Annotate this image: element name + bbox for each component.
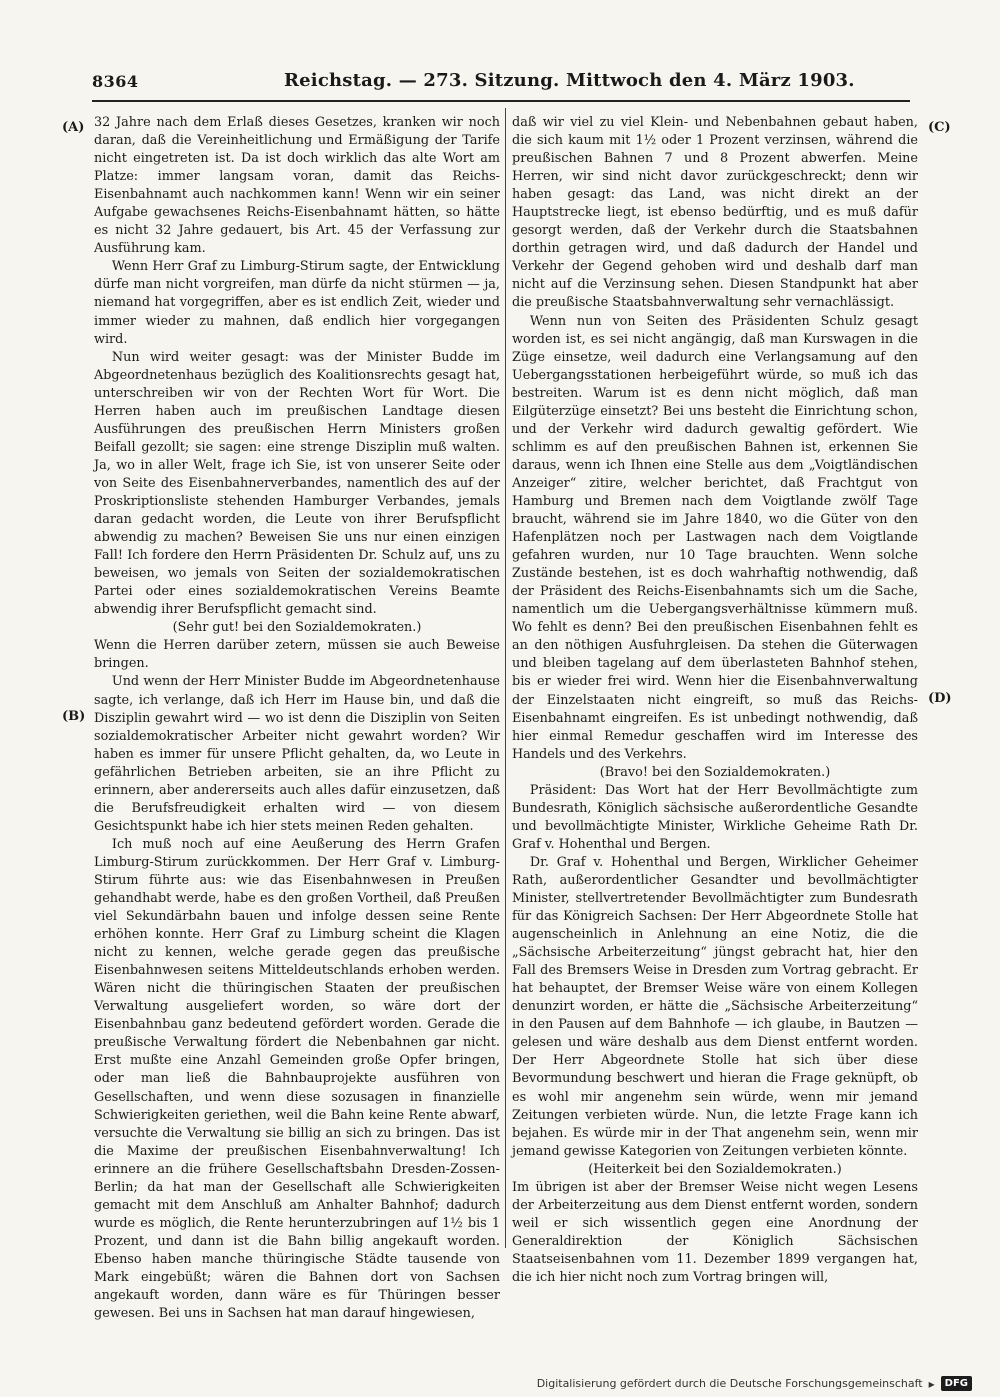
right-column	[512, 114, 918, 1287]
left-column	[94, 114, 500, 1323]
paragraph: Ich muß noch auf eine Aeußerung des Herrn Grafen Limburg-Stirum zurückkommen. Der Herr Graf v. Limburg-Stirum führte aus: wie das Eisenbahnwesen in Preußen gehandhabt werde, habe es den großen Vortheil, daß Preußen viel Sekundärbahn bauen und infolge dessen seine Rente erhöhen konnte. Herr Graf zu Limburg scheint die Klagen nicht zu kennen, welche gerade gegen das preußische Eisenbahnwesen seitens Mitteldeutschlands erhoben werden. Wären nicht die thüringischen Staaten der preußischen Verwaltung ausgeliefert worden, so wäre dort der Eisenbahnbau ganz bedeutend gefördert worden. Gerade die preußische Verwaltung fördert die Nebenbahnen gar nicht. Erst mußte eine Anzahl Gemeinden große Opfer bringen, oder man ließ die Bahnbauprojekte ausführen von Gesellschaften, und wenn diese sozusagen in finanzielle Schwierigkeiten geriethen, weil die Bahn keine Rente abwarf, versuchte die Verwaltung sie billig an sich zu bringen. Das ist die Maxime der preußischen Eisenbahnverwaltung! Ich erinnere an die frühere Gesellschaftsbahn Dresden-Zossen-Berlin; da hat man der Gesellschaft alle Schwierigkeiten gemacht mit dem Anschluß am Anhalter Bahnhof; dadurch wurde es möglich, die Rente herunterzubringen auf 1½ bis 1 Prozent, und dann ist die Bahn billig angekauft worden. Ebenso haben manche thüringische Städte tausende von Mark eingebüßt; wären die Bahnen dort von Sachsen angekauft worden, dann wäre es für Thüringen besser gewesen. Bei uns in Sachsen hat man darauf hingewiesen,	[94, 836, 500, 1322]
margin-marker-d: (D)	[928, 691, 952, 706]
margin-marker-a: (A)	[62, 120, 85, 135]
page-number: 8364	[92, 72, 139, 91]
running-title: Reichstag. — 273. Sitzung. Mittwoch den 4. März 1903.	[284, 70, 855, 91]
arrow-icon: ▸	[928, 1376, 935, 1391]
footer-credit	[537, 1376, 972, 1391]
speaker-paragraph: Dr. Graf v. Hohenthal und Bergen, Wirklicher Geheimer Rath, außerordentlicher Gesandter und bevollmächtigter Minister, stellvertretender Bevollmächtigter zum Bundesrath für das Königreich Sachsen: Der Herr Abgeordnete Stolle hat augenscheinlich in Anlehnung an eine Notiz, die die „Sächsische Arbeiterzeitung“ jüngst gebracht hat, hier den Fall des Bremsers Weise in Dresden zum Vortrag gebracht. Er hat behauptet, der Bremser Weise wäre von einem Kollegen denunzirt worden, er hätte die „Sächsische Arbeiterzeitung“ in den Pausen auf dem Bahnhofe — ich glaube, in Bautzen — gelesen und wäre deshalb aus dem Dienst entfernt worden. Der Herr Abgeordnete Stolle hat sich über diese Bevormundung beschwert und hieran die Frage geknüpft, ob es wohl mir angenehm sein würde, wenn mir jemand Zeitungen verbieten würde. Nun, die letzte Frage kann ich bejahen. Es würde mir in der That angenehm sein, wenn mir jemand gewisse Kategorien von Zeitungen verbieten könnte.	[512, 854, 918, 1159]
speaker-paragraph: Präsident: Das Wort hat der Herr Bevollmächtigte zum Bundesrath, Königlich sächsische außerordentliche Gesandte und bevollmächtigte Minister, Wirkliche Geheime Rath Dr. Graf v. Hohenthal und Bergen.	[512, 782, 918, 852]
paragraph: Nun wird weiter gesagt: was der Minister Budde im Abgeordnetenhaus bezüglich des Koalitionsrechts gesagt hat, unterschreiben wir von der Rechten Wort für Wort. Die Herren haben auch im preußischen Landtage diesen Ausführungen des preußischen Herrn Ministers großen Beifall gezollt; sie sagen: eine strenge Disziplin muß walten. Ja, wo in aller Welt, frage ich Sie, ist von unserer Seite oder von Seite des Eisenbahnerverbandes, namentlich des auf der Proskriptionsliste stehenden Hamburger Verbandes, jemals daran gedacht worden, die Leute von ihrer Berufspflicht abwendig zu machen? Beweisen Sie uns nur einen einzigen Fall! Ich fordere den Herrn Präsidenten Dr. Schulz auf, uns zu beweisen, wo jemals von Seiten der sozialdemokratischen Partei oder eines sozialdemokratischen Vereins Beamte abwendig ihrer Berufspflicht gemacht sind.	[94, 349, 500, 618]
dfg-logo: DFG	[941, 1376, 972, 1391]
paragraph: Wenn Herr Graf zu Limburg-Stirum sagte, der Entwicklung dürfe man nicht vorgreifen, man dürfe da nicht stürmen — ja, niemand hat vorgegriffen, aber es ist endlich Zeit, wieder und immer wieder zu mahnen, daß endlich hier vorgegangen wird.	[94, 259, 500, 347]
column-divider	[505, 108, 506, 1248]
footer-text: Digitalisierung gefördert durch die Deutsche Forschungsgemeinschaft	[536, 1377, 923, 1390]
paragraph: daß wir viel zu viel Klein- und Nebenbahnen gebaut haben, die sich kaum mit 1½ oder 1 Prozent verzinsen, während die preußischen Bahnen 7 und 8 Prozent abwerfen. Meine Herren, wir sind nicht davor zurückgeschreckt; denn wir haben gesagt: das Land, was nicht direkt an der Hauptstrecke liegt, ist ebenso bedürftig, und es muß dafür gesorgt werden, daß der Verkehr durch die Staatsbahnen dorthin getragen wird, und daß dadurch der Handel und Verkehr der Gegend gehoben wird und deshalb darf man nicht auf die Verzinsung sehen. Diesen Standpunkt hat aber die preußische Staatsbahnverwaltung sehr vernachlässigt.	[512, 115, 918, 311]
header-rule	[92, 100, 910, 102]
margin-marker-b: (B)	[62, 709, 86, 724]
paragraph: Und wenn der Herr Minister Budde im Abgeordnetenhause sagte, ich verlange, daß ich Herr im Hause bin, und daß die Disziplin gewahrt wird — wo ist denn die Disziplin von Seiten sozialdemokratischer Arbeiter nicht gewahrt worden? Wir haben es immer für unsere Pflicht gehalten, da, wo Leute in gefährlichen Betrieben arbeiten, sie an ihre Pflicht zu erinnern, aber andererseits auch alles dafür einzusetzen, daß die Berufsfreudigkeit erhalten wird — von diesem Gesichtspunkt habe ich hier stets meinen Reden gehalten.	[94, 674, 500, 834]
paragraph: Im übrigen ist aber der Bremser Weise nicht wegen Lesens der Arbeiterzeitung aus dem Dienst entfernt worden, sondern weil er sich wissentlich gegen eine Anordnung der Generaldirektion der Königlich Sächsischen Staatseisenbahnen vom 11. Dezember 1899 vergangen hat, die ich hier nicht noch zum Vortrag bringen will,	[512, 1179, 918, 1285]
interjection: (Heiterkeit bei den Sozialdemokraten.)	[588, 1161, 842, 1177]
paragraph: 32 Jahre nach dem Erlaß dieses Gesetzes, kranken wir noch daran, daß die Vereinheitlichung und Ermäßigung der Tarife nicht eingetreten ist. Da ist doch wirklich das alte Wort am Platze: immer langsam voran, damit das Reichs-Eisenbahnamt auch nachkommen kann! Wenn wir ein seiner Aufgabe gewachsenes Reichs-Eisenbahnamt hätten, so hätte es nicht 32 Jahre gedauert, bis Art. 45 der Verfassung zur Ausführung kam.	[94, 115, 500, 257]
paragraph: Wenn die Herren darüber zetern, müssen sie auch Beweise bringen.	[94, 638, 500, 672]
interjection: (Sehr gut! bei den Sozialdemokraten.)	[172, 620, 422, 636]
margin-marker-c: (C)	[928, 120, 951, 135]
page-header	[92, 68, 910, 94]
paragraph: Wenn nun von Seiten des Präsidenten Schulz gesagt worden ist, es sei nicht angängig, daß man Kurswagen in die Züge einsetze, weil dadurch eine Verlangsamung auf den Uebergangsstationen herbeigeführt würde, so muß ich das bestreiten. Warum ist es denn nicht möglich, daß man Eilgüterzüge einsetzt? Bei uns besteht die Einrichtung schon, und der Verkehr wird dadurch gewaltig gefördert. Wie schlimm es auf den preußischen Bahnen ist, erkennen Sie daraus, wenn ich Ihnen eine Stelle aus dem „Voigtländischen Anzeiger“ zitire, welcher berichtet, daß Frachtgut von Hamburg und Bremen nach dem Voigtlande zwölf Tage braucht, während sie im Jahre 1840, wo die Güter von den Hafenplätzen noch per Lastwagen nach dem Voigtlande gefahren wurden, nur 10 Tage brauchten. Wenn solche Zustände bestehen, ist es doch wahrhaftig nothwendig, daß der Präsident des Reichs-Eisenbahnamts sich um die Sache, namentlich um die Uebergangsverhältnisse kümmern muß. Wo fehlt es denn? Bei den preußischen Eisenbahnen fehlt es an den nöthigen Ausfuhrgleisen. Da stehen die Güterwagen und bleiben tagelang auf dem überlasteten Bahnhof stehen, bis er wieder frei wird. Wenn hier die Eisenbahnverwaltung der Einzelstaaten nicht eingreift, so muß das Reichs-Eisenbahnamt eingreifen. Es ist unbedingt nothwendig, daß hier einmal Remedur geschaffen wird im Interesse des Handels und des Verkehrs.	[512, 313, 918, 762]
interjection: (Bravo! bei den Sozialdemokraten.)	[599, 764, 831, 780]
